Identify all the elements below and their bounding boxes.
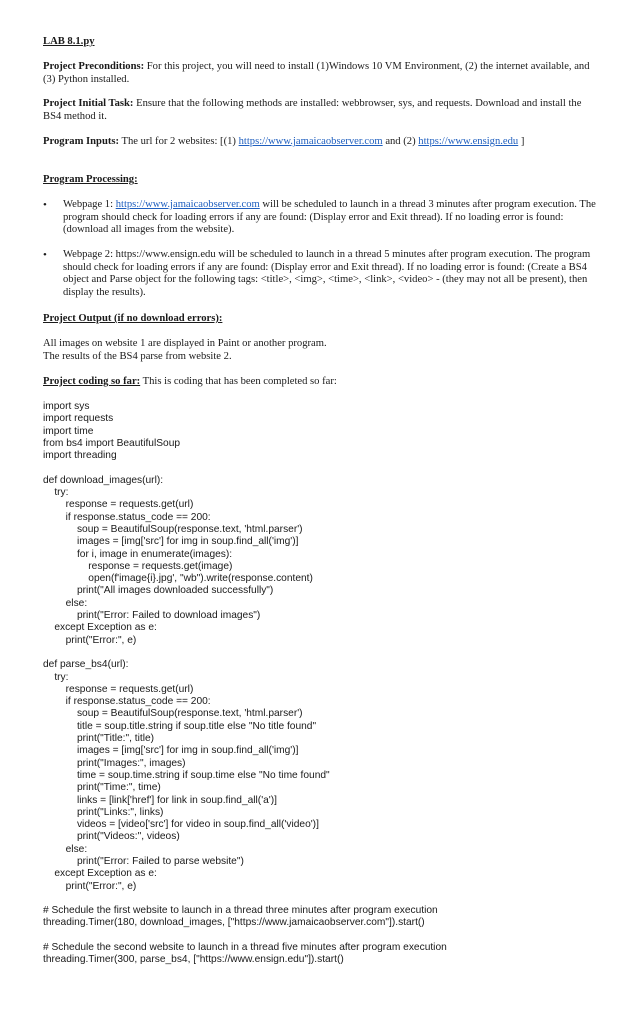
code-line: else:: [43, 843, 88, 855]
code-line: try:: [43, 487, 69, 499]
code-line: print("Images:", images): [43, 757, 186, 769]
code-line: else:: [43, 597, 88, 609]
code-line: from bs4 import BeautifulSoup: [43, 437, 181, 449]
preconditions-text: For this project, you will need to install (1)Windows 10 VM Environment, (2) the internet available, and (3) Python installed.: [43, 61, 590, 85]
initial-task-label: Project Initial Task:: [43, 98, 134, 109]
code-line: import requests: [43, 413, 114, 425]
preconditions-label: Project Preconditions:: [43, 61, 145, 72]
code-line: print("Error: Failed to download images"): [43, 610, 261, 622]
code-line: videos = [video['src'] for video in soup.find_all('video')]: [43, 819, 319, 831]
code-line: soup = BeautifulSoup(response.text, 'html.parser'): [43, 523, 303, 535]
coding-label: Project coding so far:: [43, 376, 141, 387]
code-line: links = [link['href'] for link in soup.find_all('a')]: [43, 794, 277, 806]
webpage1-text: will be scheduled to launch in a thread 3 minutes after program execution. The program should check for loading errors if any are found: (Display error and Exit thread). If no loading error is found: (download all images from the website).: [63, 199, 596, 236]
coding-text: This is coding that has been completed so far:: [142, 376, 337, 387]
code-line: response = requests.get(image): [43, 560, 233, 572]
lab-title: LAB 8.1.py: [43, 36, 95, 47]
processing-heading: Program Processing:: [43, 174, 138, 185]
code-line: # Schedule the first website to launch in a thread three minutes after program execution: [43, 905, 438, 917]
code-line: [43, 893, 447, 905]
code-line: except Exception as e:: [43, 868, 157, 880]
output-heading: Project Output (if no download errors):: [43, 313, 223, 324]
bullet-icon: •: [43, 249, 47, 261]
code-line: title = soup.title.string if soup.title else "No title found": [43, 720, 317, 732]
preconditions-paragraph: [43, 61, 598, 86]
code-line: images = [img['src'] for img in soup.find_all('img')]: [43, 745, 299, 757]
code-line: try:: [43, 671, 69, 683]
url-jamaicaobserver-link[interactable]: https://www.jamaicaobserver.com: [238, 136, 383, 147]
code-line: for i, image in enumerate(images):: [43, 548, 233, 560]
code-line: response = requests.get(url): [43, 499, 194, 511]
code-line: print("Links:", links): [43, 806, 164, 818]
webpage2-paragraph: Webpage 2: https://www.ensign.edu will be scheduled to launch in a thread 5 minutes after program execution. The program should check for loading errors if any are found: (Display error and Exit thread). If no loading error is found: (Create a BS4 object and Parse object for the following tags: <title>, <img>, <time>, <link>, <video> - (they may not all be present), then display the results).: [63, 249, 591, 298]
output-line-2: The results of the BS4 parse from website 2.: [43, 351, 232, 362]
code-line: threading.Timer(180, download_images, ["https://www.jamaicaobserver.com"]).start(): [43, 917, 425, 929]
inputs-text-b: and (2): [385, 136, 416, 147]
webpage1-label: Webpage 1:: [63, 199, 114, 210]
code-line: def download_images(url):: [43, 474, 164, 486]
webpage1-link[interactable]: https://www.jamaicaobserver.com: [115, 199, 260, 210]
coding-paragraph: [43, 376, 598, 389]
code-line: # Schedule the second website to launch in a thread five minutes after program execution: [43, 942, 447, 954]
inputs-label: Program Inputs:: [43, 136, 120, 147]
bullet-icon: •: [43, 199, 47, 211]
code-line: [43, 930, 447, 942]
code-line: time = soup.time.string if soup.time else "No time found": [43, 769, 330, 781]
code-line: if response.status_code == 200:: [43, 696, 211, 708]
inputs-text-c: ]: [520, 136, 525, 147]
code-line: soup = BeautifulSoup(response.text, 'html.parser'): [43, 708, 303, 720]
code-line: print("Videos:", videos): [43, 831, 180, 843]
code-line: print("Error:", e): [43, 634, 137, 646]
inputs-paragraph: [43, 136, 598, 149]
code-line: import threading: [43, 450, 117, 462]
code-line: print("Title:", title): [43, 733, 155, 745]
code-line: if response.status_code == 200:: [43, 511, 211, 523]
code-line: print("Time:", time): [43, 782, 161, 794]
code-line: print("All images downloaded successfully"): [43, 585, 274, 597]
initial-task-paragraph: [43, 98, 598, 123]
code-line: [43, 647, 447, 659]
code-block: [43, 401, 447, 967]
code-line: threading.Timer(300, parse_bs4, ["https://www.ensign.edu"]).start(): [43, 954, 344, 966]
code-line: print("Error: Failed to parse website"): [43, 855, 244, 867]
output-line-1: All images on website 1 are displayed in Paint or another program.: [43, 338, 327, 349]
code-line: print("Error:", e): [43, 880, 137, 892]
webpage1-paragraph: [63, 199, 598, 237]
code-line: [43, 462, 447, 474]
initial-task-text: Ensure that the following methods are installed: webbrowser, sys, and requests. Download and install the BS4 method it.: [43, 98, 582, 122]
code-line: except Exception as e:: [43, 622, 157, 634]
url-ensign-link[interactable]: https://www.ensign.edu: [418, 136, 519, 147]
code-line: images = [img['src'] for img in soup.find_all('img')]: [43, 536, 299, 548]
code-line: import time: [43, 425, 94, 437]
code-line: def parse_bs4(url):: [43, 659, 129, 671]
code-line: response = requests.get(url): [43, 683, 194, 695]
code-line: open(f'image{i}.jpg', "wb").write(response.content): [43, 573, 313, 585]
inputs-text-a: The url for 2 websites: [(1): [121, 136, 236, 147]
code-line: import sys: [43, 401, 90, 412]
